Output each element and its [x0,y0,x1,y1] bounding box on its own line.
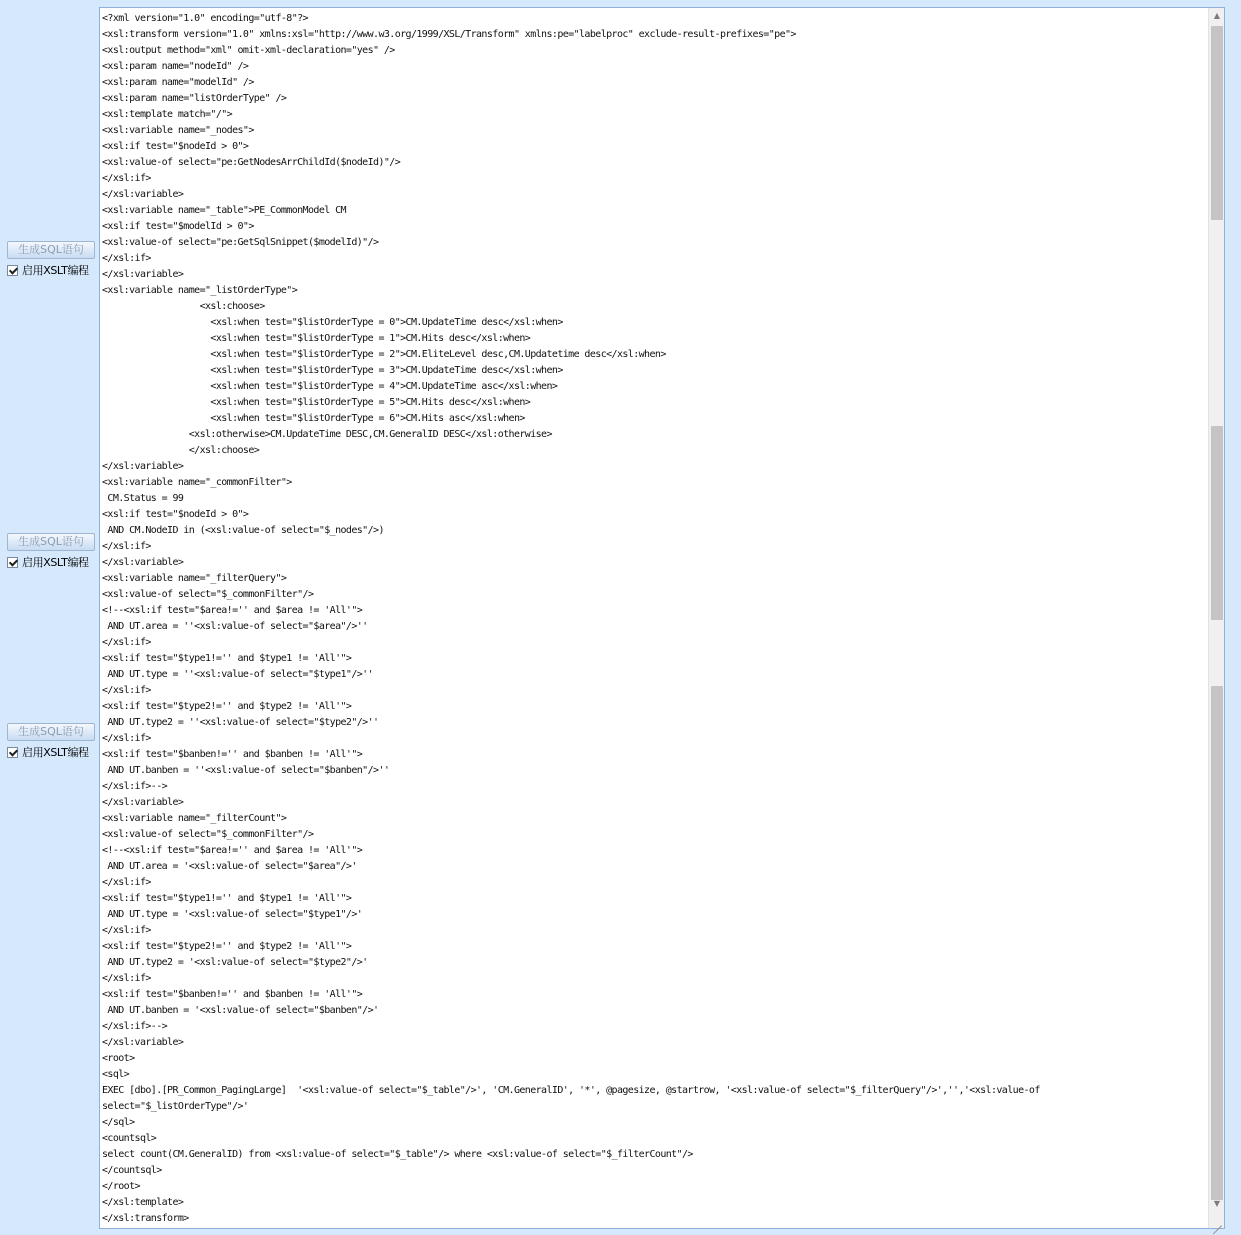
xslt-code-editor[interactable] [99,7,1225,1229]
enable-xslt-label: 启用XSLT编程 [22,264,89,277]
code-line: </xsl:if> [102,733,151,744]
code-line: <xsl:if test="$banben!='' and $banben != 'All'"> [102,749,363,760]
scrollbar-thumb[interactable] [1211,686,1223,1200]
enable-xslt-label: 启用XSLT编程 [22,556,89,569]
code-line: AND UT.type = ''<xsl:value-of select="$type1"/>'' [102,669,374,680]
code-line: <xsl:if test="$type2!='' and $type2 != 'All'"> [102,701,352,712]
code-line: <sql> [102,1069,130,1080]
code-line: AND CM.NodeID in (<xsl:value-of select="$_nodes"/>) [102,525,384,536]
arrow-up-icon[interactable]: ▲ [1213,11,1221,20]
code-line: <xsl:transform version="1.0" xmlns:xsl="http://www.w3.org/1999/XSL/Transform" xmlns:pe="labelproc" exclude-result-prefixes="pe"> [102,29,796,40]
code-line: <xsl:value-of select="$_commonFilter"/> [102,829,314,840]
code-line: </xsl:if> [102,253,151,264]
code-line: </xsl:if> [102,973,151,984]
code-line: </xsl:variable> [102,269,184,280]
generate-sql-button[interactable]: 生成SQL语句 [7,533,95,551]
code-line: <xsl:value-of select="pe:GetNodesArrChildId($nodeId)"/> [102,157,401,168]
code-line: </xsl:variable> [102,1037,184,1048]
code-line: <xsl:variable name="_table">PE_CommonModel CM [102,205,346,216]
code-line: <?xml version="1.0" encoding="utf-8"?> [102,13,308,24]
code-line: <!--<xsl:if test="$area!='' and $area != 'All'"> [102,605,363,616]
arrow-down-icon[interactable]: ▼ [1213,1199,1221,1208]
code-line: </xsl:choose> [102,445,260,456]
scrollbar-thumb[interactable] [1211,426,1223,620]
code-line: </xsl:if> [102,925,151,936]
code-line: </xsl:variable> [102,797,184,808]
code-line: AND UT.banben = ''<xsl:value-of select="$banben"/>'' [102,765,390,776]
control-group-3 [7,723,97,760]
code-line: <xsl:otherwise>CM.UpdateTime DESC,CM.GeneralID DESC</xsl:otherwise> [102,429,552,440]
enable-xslt-option[interactable] [7,554,97,570]
vertical-scrollbar[interactable] [1208,8,1224,1228]
code-line: <xsl:variable name="_nodes"> [102,125,254,136]
code-line: </xsl:if> [102,877,151,888]
code-line: <xsl:if test="$nodeId > 0"> [102,141,249,152]
code-textarea[interactable] [102,11,1206,1225]
code-line: <xsl:param name="nodeId" /> [102,61,249,72]
enable-xslt-checkbox[interactable] [7,557,18,568]
code-line: </xsl:if> [102,173,151,184]
enable-xslt-option[interactable] [7,744,97,760]
generate-sql-button[interactable]: 生成SQL语句 [7,241,95,259]
code-line: <xsl:when test="$listOrderType = 0">CM.UpdateTime desc</xsl:when> [102,317,563,328]
code-line: </xsl:variable> [102,461,184,472]
code-line: </countsql> [102,1165,162,1176]
code-line: <root> [102,1053,135,1064]
code-line: <xsl:when test="$listOrderType = 5">CM.Hits desc</xsl:when> [102,397,531,408]
code-line: <xsl:template match="/"> [102,109,233,120]
code-line: <xsl:variable name="_listOrderType"> [102,285,298,296]
code-line: <xsl:if test="$type1!='' and $type1 != 'All'"> [102,653,352,664]
code-line: <xsl:param name="modelId" /> [102,77,254,88]
code-line: AND UT.type2 = '<xsl:value-of select="$type2"/>' [102,957,368,968]
generate-sql-button[interactable]: 生成SQL语句 [7,723,95,741]
code-line: <xsl:output method="xml" omit-xml-declaration="yes" /> [102,45,395,56]
code-line: AND UT.area = '<xsl:value-of select="$area"/>' [102,861,357,872]
resize-grip-icon[interactable] [1211,1215,1223,1227]
code-line: </root> [102,1181,140,1192]
control-group-1 [7,241,97,278]
code-line: </xsl:if>--> [102,781,168,792]
enable-xslt-option[interactable] [7,262,97,278]
code-line: <xsl:if test="$type1!='' and $type1 != 'All'"> [102,893,352,904]
code-line: <xsl:when test="$listOrderType = 1">CM.Hits desc</xsl:when> [102,333,531,344]
code-line: <xsl:variable name="_commonFilter"> [102,477,292,488]
code-line: </xsl:if> [102,685,151,696]
code-line: AND UT.banben = '<xsl:value-of select="$banben"/>' [102,1005,379,1016]
code-line: </xsl:transform> [102,1213,189,1224]
code-line: <xsl:if test="$banben!='' and $banben != 'All'"> [102,989,363,1000]
code-line: </xsl:variable> [102,189,184,200]
code-line: <xsl:choose> [102,301,265,312]
code-line: <xsl:when test="$listOrderType = 4">CM.UpdateTime asc</xsl:when> [102,381,558,392]
code-line: EXEC [dbo].[PR_Common_PagingLarge] '<xsl:value-of select="$_table"/>', 'CM.GeneralID', '*', @pagesize, @startrow, '<xsl:value-of select="$_filterQuery"/>','','<xsl:value-of [102,1085,1040,1096]
code-line: <xsl:value-of select="$_commonFilter"/> [102,589,314,600]
code-line: select="$_listOrderType"/>' [102,1101,249,1112]
enable-xslt-label: 启用XSLT编程 [22,746,89,759]
code-line: <countsql> [102,1133,157,1144]
code-line: AND UT.type = '<xsl:value-of select="$type1"/>' [102,909,363,920]
left-panel [0,0,98,1234]
code-line: </xsl:if> [102,637,151,648]
enable-xslt-checkbox[interactable] [7,265,18,276]
code-line: <xsl:variable name="_filterQuery"> [102,573,287,584]
code-line: <xsl:if test="$modelId > 0"> [102,221,254,232]
control-group-2 [7,533,97,570]
scrollbar-thumb[interactable] [1211,26,1223,220]
code-line: <!--<xsl:if test="$area!='' and $area != 'All'"> [102,845,363,856]
code-line: </xsl:template> [102,1197,184,1208]
code-line: <xsl:when test="$listOrderType = 6">CM.Hits asc</xsl:when> [102,413,525,424]
code-line: select count(CM.GeneralID) from <xsl:value-of select="$_table"/> where <xsl:value-of select="$_filterCount"/> [102,1149,693,1160]
code-line: <xsl:when test="$listOrderType = 2">CM.EliteLevel desc,CM.Updatetime desc</xsl:when> [102,349,666,360]
code-line: AND UT.type2 = ''<xsl:value-of select="$type2"/>'' [102,717,379,728]
code-line: </xsl:if> [102,541,151,552]
code-line: <xsl:if test="$type2!='' and $type2 != 'All'"> [102,941,352,952]
code-line: CM.Status = 99 [102,493,184,504]
code-line: </xsl:variable> [102,557,184,568]
code-line: </sql> [102,1117,135,1128]
code-line: </xsl:if>--> [102,1021,168,1032]
code-line: <xsl:if test="$nodeId > 0"> [102,509,249,520]
enable-xslt-checkbox[interactable] [7,747,18,758]
code-line: <xsl:variable name="_filterCount"> [102,813,287,824]
code-line: AND UT.area = ''<xsl:value-of select="$area"/>'' [102,621,368,632]
code-line: <xsl:value-of select="pe:GetSqlSnippet($modelId)"/> [102,237,379,248]
code-line: <xsl:param name="listOrderType" /> [102,93,287,104]
code-line: <xsl:when test="$listOrderType = 3">CM.UpdateTime desc</xsl:when> [102,365,563,376]
